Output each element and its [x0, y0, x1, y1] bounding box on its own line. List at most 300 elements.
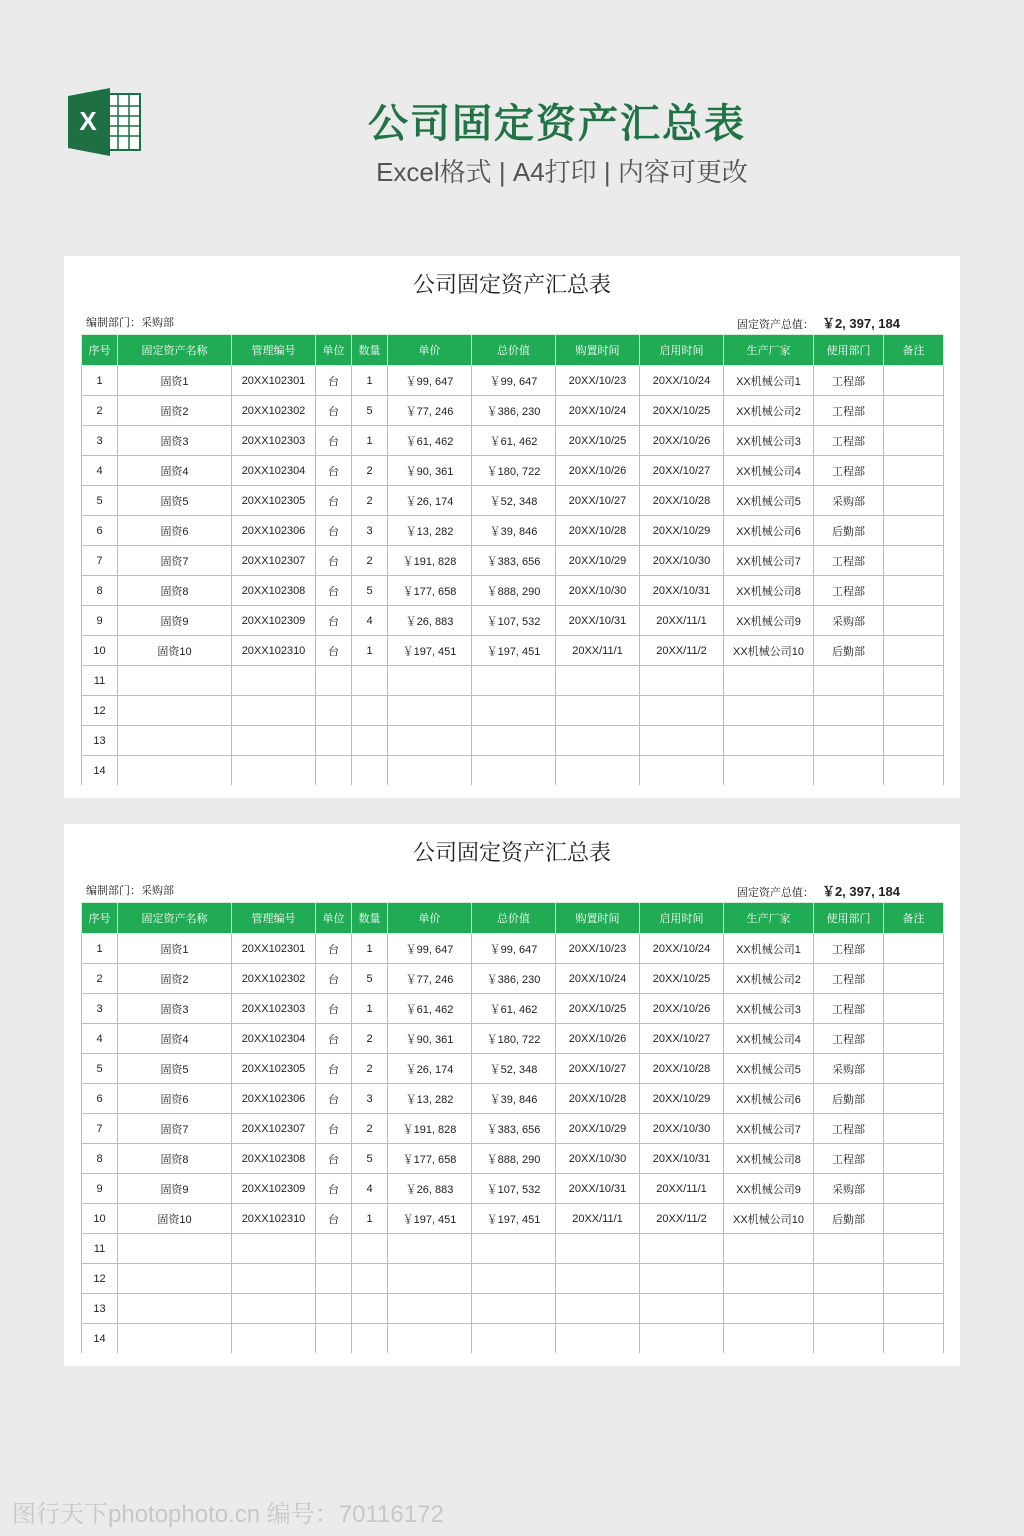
- table-cell: ￥888, 290: [472, 576, 556, 606]
- table-cell: 20XX/10/28: [640, 486, 724, 516]
- table-cell: [640, 726, 724, 756]
- table-cell: 20XX/10/25: [556, 426, 640, 456]
- table-cell: [556, 1234, 640, 1264]
- table-cell: ￥383, 656: [472, 546, 556, 576]
- table-cell: 5: [82, 486, 118, 516]
- table-cell: [884, 636, 944, 666]
- table-cell: 20XX/10/26: [640, 994, 724, 1024]
- column-header: 序号: [82, 335, 118, 366]
- table-cell: 固资3: [118, 426, 232, 456]
- table-row: [82, 756, 944, 786]
- table-cell: [884, 696, 944, 726]
- table-cell: 台: [316, 994, 352, 1024]
- column-header: 数量: [352, 335, 388, 366]
- table-cell: [118, 756, 232, 786]
- table-cell: 固资5: [118, 486, 232, 516]
- table-cell: 工程部: [814, 1144, 884, 1174]
- table-cell: 固资3: [118, 994, 232, 1024]
- column-header: 序号: [82, 903, 118, 934]
- table-row: [82, 366, 944, 396]
- table-cell: 20XX/10/30: [640, 546, 724, 576]
- table-cell: 20XX102302: [232, 396, 316, 426]
- table-cell: 台: [316, 516, 352, 546]
- table-cell: 固资4: [118, 456, 232, 486]
- table-row: [82, 1084, 944, 1114]
- table-cell: ￥99, 647: [388, 934, 472, 964]
- table-cell: [388, 1234, 472, 1264]
- table-cell: 2: [352, 1054, 388, 1084]
- table-cell: ￥52, 348: [472, 486, 556, 516]
- table-row: [82, 1024, 944, 1054]
- table-cell: ￥191, 828: [388, 546, 472, 576]
- table-cell: 台: [316, 934, 352, 964]
- table-cell: XX机械公司1: [724, 366, 814, 396]
- table-cell: 1: [352, 994, 388, 1024]
- page-header: [0, 0, 1024, 240]
- table-cell: [556, 726, 640, 756]
- table-row: [82, 1144, 944, 1174]
- table-cell: [884, 1264, 944, 1294]
- table-cell: XX机械公司8: [724, 1144, 814, 1174]
- table-cell: 1: [82, 934, 118, 964]
- table-cell: ￥197, 451: [472, 636, 556, 666]
- table-cell: 固资7: [118, 546, 232, 576]
- total-value-amount: ￥2, 397, 184: [821, 884, 900, 899]
- table-cell: XX机械公司4: [724, 1024, 814, 1054]
- excel-logo-letter: X: [79, 106, 97, 136]
- table-cell: 7: [82, 1114, 118, 1144]
- table-cell: ￥191, 828: [388, 1114, 472, 1144]
- table-cell: 2: [352, 486, 388, 516]
- total-value-label: 固定资产总值：: [736, 887, 814, 899]
- table-cell: 20XX102309: [232, 1174, 316, 1204]
- table-cell: 20XX/10/25: [640, 396, 724, 426]
- sheet-preview-2: [64, 824, 960, 1366]
- table-cell: 5: [352, 396, 388, 426]
- table-cell: 2: [352, 456, 388, 486]
- table-cell: [640, 756, 724, 786]
- column-header: 购置时间: [556, 903, 640, 934]
- table-row: [82, 1234, 944, 1264]
- table-cell: [640, 1234, 724, 1264]
- table-cell: 固资1: [118, 934, 232, 964]
- table-cell: ￥180, 722: [472, 456, 556, 486]
- table-cell: ￥197, 451: [388, 636, 472, 666]
- table-cell: 20XX/10/26: [640, 426, 724, 456]
- table-cell: [118, 1324, 232, 1354]
- table-cell: ￥39, 846: [472, 516, 556, 546]
- table-cell: [316, 1294, 352, 1324]
- table-cell: 20XX/10/23: [556, 366, 640, 396]
- asset-table: [81, 334, 944, 785]
- table-cell: 台: [316, 1144, 352, 1174]
- table-cell: [472, 1264, 556, 1294]
- table-cell: ￥13, 282: [388, 1084, 472, 1114]
- table-cell: 20XX/10/29: [640, 516, 724, 546]
- table-cell: 台: [316, 576, 352, 606]
- table-row: [82, 576, 944, 606]
- table-cell: ￥107, 532: [472, 606, 556, 636]
- table-cell: 20XX/10/31: [556, 606, 640, 636]
- total-asset-value: [737, 313, 900, 332]
- table-cell: XX机械公司3: [724, 426, 814, 456]
- table-cell: [118, 726, 232, 756]
- table-cell: 10: [82, 1204, 118, 1234]
- total-value-label: 固定资产总值：: [736, 319, 814, 331]
- table-row: [82, 456, 944, 486]
- table-cell: [814, 1234, 884, 1264]
- sheet-preview-1: [64, 256, 960, 798]
- table-cell: XX机械公司1: [724, 934, 814, 964]
- compiling-department: 编制部门：采购部: [86, 317, 174, 329]
- table-cell: [724, 1324, 814, 1354]
- table-cell: ￥77, 246: [388, 964, 472, 994]
- table-cell: 20XX/11/1: [556, 1204, 640, 1234]
- table-cell: [118, 1264, 232, 1294]
- table-cell: 5: [352, 964, 388, 994]
- table-cell: 20XX102309: [232, 606, 316, 636]
- table-cell: [814, 1264, 884, 1294]
- table-cell: 20XX/10/30: [640, 1114, 724, 1144]
- table-cell: [388, 1324, 472, 1354]
- table-row: [82, 964, 944, 994]
- table-cell: 20XX/11/2: [640, 1204, 724, 1234]
- column-header: 总价值: [472, 335, 556, 366]
- table-cell: [884, 1084, 944, 1114]
- table-cell: [884, 366, 944, 396]
- table-cell: [388, 726, 472, 756]
- table-cell: [118, 696, 232, 726]
- table-cell: 后勤部: [814, 516, 884, 546]
- table-cell: 20XX102306: [232, 1084, 316, 1114]
- table-cell: 1: [352, 426, 388, 456]
- table-cell: 20XX102303: [232, 426, 316, 456]
- table-cell: 20XX/10/28: [556, 1084, 640, 1114]
- table-cell: 1: [352, 934, 388, 964]
- table-cell: 20XX102308: [232, 576, 316, 606]
- table-cell: [814, 756, 884, 786]
- table-cell: 9: [82, 606, 118, 636]
- table-cell: [388, 1294, 472, 1324]
- table-cell: 固资10: [118, 636, 232, 666]
- table-cell: 3: [352, 1084, 388, 1114]
- column-header: 备注: [884, 335, 944, 366]
- table-cell: [352, 1234, 388, 1264]
- table-cell: 13: [82, 726, 118, 756]
- table-cell: XX机械公司6: [724, 516, 814, 546]
- table-cell: 固资8: [118, 576, 232, 606]
- table-row: [82, 1054, 944, 1084]
- table-cell: 固资9: [118, 1174, 232, 1204]
- table-cell: 1: [352, 636, 388, 666]
- table-cell: 采购部: [814, 1174, 884, 1204]
- table-cell: 固资5: [118, 1054, 232, 1084]
- table-cell: 固资6: [118, 1084, 232, 1114]
- table-cell: [884, 756, 944, 786]
- table-row: [82, 1264, 944, 1294]
- table-header-row: [82, 903, 944, 934]
- table-cell: ￥386, 230: [472, 964, 556, 994]
- table-cell: [352, 1264, 388, 1294]
- table-cell: [556, 1264, 640, 1294]
- table-cell: [640, 696, 724, 726]
- table-cell: 20XX/11/1: [556, 636, 640, 666]
- table-cell: [724, 1294, 814, 1324]
- table-cell: 7: [82, 546, 118, 576]
- table-cell: ￥77, 246: [388, 396, 472, 426]
- table-cell: ￥26, 883: [388, 1174, 472, 1204]
- table-cell: ￥52, 348: [472, 1054, 556, 1084]
- table-cell: 20XX/10/27: [640, 456, 724, 486]
- table-cell: 固资4: [118, 1024, 232, 1054]
- table-cell: 20XX/10/24: [640, 934, 724, 964]
- table-row: [82, 1204, 944, 1234]
- table-cell: 5: [352, 1144, 388, 1174]
- table-cell: [724, 756, 814, 786]
- table-cell: ￥26, 883: [388, 606, 472, 636]
- table-cell: 2: [352, 1114, 388, 1144]
- table-cell: XX机械公司4: [724, 456, 814, 486]
- table-cell: XX机械公司9: [724, 606, 814, 636]
- table-cell: 后勤部: [814, 1204, 884, 1234]
- column-header: 单位: [316, 903, 352, 934]
- table-cell: 采购部: [814, 606, 884, 636]
- table-cell: [352, 756, 388, 786]
- table-cell: [472, 696, 556, 726]
- watermark: 图行天下photophoto.cn 编号：70116172: [12, 1501, 444, 1528]
- table-cell: [352, 726, 388, 756]
- table-cell: ￥888, 290: [472, 1144, 556, 1174]
- column-header: 单价: [388, 335, 472, 366]
- sheet-title: 公司固定资产汇总表: [412, 272, 611, 297]
- table-cell: ￥197, 451: [388, 1204, 472, 1234]
- table-cell: 工程部: [814, 964, 884, 994]
- table-cell: [724, 696, 814, 726]
- table-cell: [352, 1294, 388, 1324]
- table-cell: 工程部: [814, 366, 884, 396]
- column-header: 备注: [884, 903, 944, 934]
- table-cell: 20XX/10/30: [556, 576, 640, 606]
- table-cell: 20XX/10/27: [640, 1024, 724, 1054]
- table-cell: [884, 1324, 944, 1354]
- table-cell: XX机械公司9: [724, 1174, 814, 1204]
- table-cell: 4: [352, 1174, 388, 1204]
- table-cell: [316, 756, 352, 786]
- table-cell: ￥61, 462: [472, 994, 556, 1024]
- table-cell: XX机械公司5: [724, 486, 814, 516]
- table-cell: 固资6: [118, 516, 232, 546]
- table-cell: 4: [82, 456, 118, 486]
- table-cell: [388, 666, 472, 696]
- table-cell: 台: [316, 546, 352, 576]
- table-cell: 固资8: [118, 1144, 232, 1174]
- table-row: [82, 426, 944, 456]
- table-cell: 固资9: [118, 606, 232, 636]
- table-cell: 采购部: [814, 486, 884, 516]
- table-cell: ￥197, 451: [472, 1204, 556, 1234]
- table-cell: 20XX102301: [232, 366, 316, 396]
- table-cell: [884, 1234, 944, 1264]
- table-cell: 20XX/10/25: [556, 994, 640, 1024]
- table-cell: [884, 1204, 944, 1234]
- table-cell: 20XX/10/23: [556, 934, 640, 964]
- table-cell: 20XX/11/1: [640, 1174, 724, 1204]
- column-header: 启用时间: [640, 903, 724, 934]
- column-header: 生产厂家: [724, 335, 814, 366]
- column-header: 固定资产名称: [118, 335, 232, 366]
- table-cell: 4: [82, 1024, 118, 1054]
- table-cell: ￥26, 174: [388, 1054, 472, 1084]
- table-cell: ￥383, 656: [472, 1114, 556, 1144]
- table-cell: ￥61, 462: [472, 426, 556, 456]
- table-cell: [724, 666, 814, 696]
- table-cell: [352, 696, 388, 726]
- table-cell: ￥61, 462: [388, 994, 472, 1024]
- table-cell: XX机械公司10: [724, 636, 814, 666]
- table-cell: [388, 696, 472, 726]
- table-cell: [884, 1144, 944, 1174]
- table-cell: XX机械公司6: [724, 1084, 814, 1114]
- table-cell: 固资2: [118, 964, 232, 994]
- table-cell: [640, 666, 724, 696]
- table-cell: 1: [352, 1204, 388, 1234]
- table-row: [82, 486, 944, 516]
- table-cell: [388, 756, 472, 786]
- table-cell: 3: [82, 426, 118, 456]
- table-cell: 5: [352, 576, 388, 606]
- column-header: 使用部门: [814, 335, 884, 366]
- table-cell: 固资2: [118, 396, 232, 426]
- table-cell: [472, 666, 556, 696]
- table-cell: 6: [82, 516, 118, 546]
- table-row: [82, 546, 944, 576]
- table-cell: ￥90, 361: [388, 1024, 472, 1054]
- table-cell: 工程部: [814, 576, 884, 606]
- table-cell: 工程部: [814, 456, 884, 486]
- table-cell: ￥90, 361: [388, 456, 472, 486]
- table-cell: ￥99, 647: [472, 934, 556, 964]
- table-cell: [352, 1324, 388, 1354]
- column-header: 管理编号: [232, 903, 316, 934]
- table-cell: ￥107, 532: [472, 1174, 556, 1204]
- table-cell: 20XX/10/27: [556, 1054, 640, 1084]
- table-cell: [814, 666, 884, 696]
- table-cell: 20XX/10/30: [556, 1144, 640, 1174]
- table-cell: 20XX/10/25: [640, 964, 724, 994]
- table-cell: 工程部: [814, 546, 884, 576]
- table-cell: [884, 1024, 944, 1054]
- table-cell: [232, 726, 316, 756]
- table-cell: 1: [82, 366, 118, 396]
- table-cell: 2: [82, 396, 118, 426]
- table-cell: 固资10: [118, 1204, 232, 1234]
- asset-table: [81, 902, 944, 1353]
- table-cell: XX机械公司2: [724, 964, 814, 994]
- column-header: 单价: [388, 903, 472, 934]
- page-subtitle: Excel格式 | A4打印 | 内容可更改: [376, 157, 748, 187]
- table-cell: ￥61, 462: [388, 426, 472, 456]
- table-cell: 20XX/10/31: [556, 1174, 640, 1204]
- table-cell: 13: [82, 1294, 118, 1324]
- table-row: [82, 934, 944, 964]
- table-row: [82, 516, 944, 546]
- table-cell: [884, 486, 944, 516]
- table-cell: 1: [352, 366, 388, 396]
- table-cell: 20XX102303: [232, 994, 316, 1024]
- table-row: [82, 636, 944, 666]
- table-cell: [814, 726, 884, 756]
- table-cell: [232, 666, 316, 696]
- table-cell: 台: [316, 366, 352, 396]
- table-cell: XX机械公司7: [724, 1114, 814, 1144]
- table-cell: 工程部: [814, 994, 884, 1024]
- table-cell: 固资1: [118, 366, 232, 396]
- table-cell: [316, 666, 352, 696]
- table-cell: 工程部: [814, 934, 884, 964]
- table-cell: ￥99, 647: [388, 366, 472, 396]
- table-cell: [472, 756, 556, 786]
- column-header: 总价值: [472, 903, 556, 934]
- table-cell: [232, 696, 316, 726]
- table-cell: ￥26, 174: [388, 486, 472, 516]
- table-cell: 20XX/10/29: [556, 1114, 640, 1144]
- table-row: [82, 1294, 944, 1324]
- table-cell: 工程部: [814, 396, 884, 426]
- table-cell: 20XX/10/28: [556, 516, 640, 546]
- table-cell: 20XX102301: [232, 934, 316, 964]
- table-cell: [316, 696, 352, 726]
- table-cell: 采购部: [814, 1054, 884, 1084]
- table-cell: [884, 666, 944, 696]
- table-cell: [640, 1324, 724, 1354]
- table-cell: 台: [316, 1204, 352, 1234]
- table-cell: [884, 456, 944, 486]
- table-cell: 20XX102310: [232, 1204, 316, 1234]
- table-cell: 20XX102306: [232, 516, 316, 546]
- table-cell: [724, 1234, 814, 1264]
- column-header: 使用部门: [814, 903, 884, 934]
- table-cell: [640, 1294, 724, 1324]
- table-cell: 14: [82, 756, 118, 786]
- table-cell: [884, 994, 944, 1024]
- table-cell: 台: [316, 1114, 352, 1144]
- table-cell: 20XX/10/31: [640, 1144, 724, 1174]
- table-cell: 11: [82, 666, 118, 696]
- table-cell: 14: [82, 1324, 118, 1354]
- table-cell: XX机械公司5: [724, 1054, 814, 1084]
- table-cell: XX机械公司2: [724, 396, 814, 426]
- table-cell: 8: [82, 576, 118, 606]
- table-cell: 固资7: [118, 1114, 232, 1144]
- table-cell: [884, 964, 944, 994]
- table-cell: [884, 934, 944, 964]
- table-cell: 20XX/11/2: [640, 636, 724, 666]
- table-cell: ￥180, 722: [472, 1024, 556, 1054]
- page-title: 公司固定资产汇总表: [368, 102, 746, 146]
- table-cell: 20XX/10/27: [556, 486, 640, 516]
- table-cell: 2: [352, 546, 388, 576]
- table-cell: [884, 726, 944, 756]
- column-header: 启用时间: [640, 335, 724, 366]
- table-cell: XX机械公司7: [724, 546, 814, 576]
- table-cell: 20XX/10/29: [556, 546, 640, 576]
- table-cell: 20XX/10/24: [556, 396, 640, 426]
- table-cell: 后勤部: [814, 636, 884, 666]
- table-cell: [232, 1324, 316, 1354]
- table-cell: 20XX/10/26: [556, 1024, 640, 1054]
- compiling-department: 编制部门：采购部: [86, 885, 174, 897]
- table-row: [82, 726, 944, 756]
